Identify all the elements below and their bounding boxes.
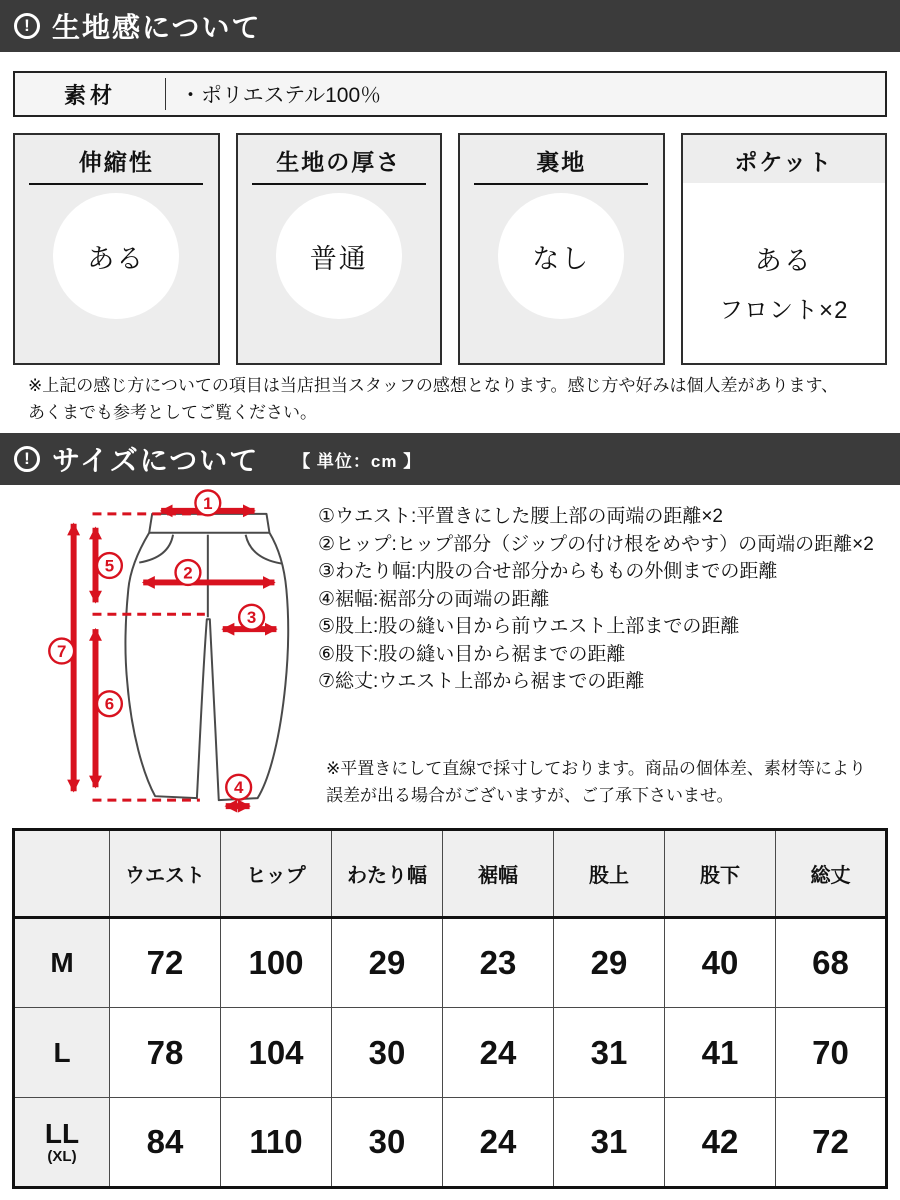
fabric-section-header bbox=[0, 0, 900, 52]
value-cell: 70 bbox=[776, 1008, 887, 1098]
legend-item-inseam: ⑥股下:股の縫い目から裾までの距離 bbox=[318, 643, 626, 665]
value-cell: 29 bbox=[554, 918, 665, 1008]
header-cell-inseam: 股下 bbox=[665, 830, 776, 918]
header-cell-waist: ウエスト bbox=[110, 830, 221, 918]
feature-value: ある bbox=[754, 246, 813, 276]
legend-item-thigh: ③わたり幅:内股の合せ部分からももの外側までの距離 bbox=[318, 561, 778, 582]
size-cell bbox=[14, 918, 110, 1008]
value-cell: 29 bbox=[332, 918, 443, 1008]
material-row bbox=[13, 71, 887, 117]
header-cell-thigh: わたり幅 bbox=[332, 830, 443, 918]
value-cell: 84 bbox=[110, 1098, 221, 1188]
value-cell: 110 bbox=[221, 1098, 332, 1188]
value-cell: 24 bbox=[443, 1008, 554, 1098]
num-7: 7 bbox=[56, 642, 67, 662]
feature-value: ある bbox=[87, 243, 146, 274]
alert-icon: ! bbox=[14, 13, 40, 39]
header-cell-empty bbox=[14, 830, 110, 918]
value-cell: 31 bbox=[554, 1098, 665, 1188]
size-sub-label: (XL) bbox=[47, 1147, 77, 1165]
size-section-header bbox=[0, 433, 900, 485]
value-cell: 40 bbox=[665, 918, 776, 1008]
size-cell bbox=[14, 1098, 110, 1188]
fabric-feature-boxes bbox=[13, 133, 887, 365]
measuring-note-line2: 誤差が出る場合がございますが、ご了承下さいませ。 bbox=[326, 786, 734, 805]
size-label: LL bbox=[44, 1118, 80, 1150]
measurement-legend bbox=[318, 503, 874, 696]
num-1: 1 bbox=[203, 493, 213, 513]
feature-value-circle bbox=[276, 193, 402, 319]
legend-item-hem: ④裾幅:裾部分の両端の距離 bbox=[318, 588, 550, 610]
table-row-l bbox=[14, 1008, 887, 1098]
material-value: ・ポリエステル100％ bbox=[180, 84, 382, 107]
feature-label: 裏地 bbox=[536, 149, 587, 175]
size-table bbox=[12, 828, 888, 1189]
legend-item-hip: ②ヒップ:ヒップ部分（ジップの付け根をめやす）の両端の距離×2 bbox=[318, 533, 874, 555]
feature-value-panel bbox=[683, 183, 886, 363]
legend-item-total-length: ⑦総丈:ウエスト上部から裾までの距離 bbox=[318, 671, 645, 692]
header-cell-total-length: 総丈 bbox=[776, 830, 887, 918]
num-3: 3 bbox=[246, 608, 257, 628]
value-cell: 30 bbox=[332, 1008, 443, 1098]
fabric-note-line1: ※上記の感じ方についての項目は当店担当スタッフの感想となります。感じ方や好みは個人差があります、 bbox=[28, 376, 839, 395]
header-cell-hem: 裾幅 bbox=[443, 830, 554, 918]
num-2: 2 bbox=[183, 563, 193, 583]
feature-label: ポケット bbox=[734, 149, 834, 175]
divider bbox=[29, 183, 203, 185]
header-cell-rise: 股上 bbox=[554, 830, 665, 918]
feature-box-stretch bbox=[13, 133, 220, 365]
feature-label: 生地の厚さ bbox=[276, 149, 402, 175]
value-cell: 68 bbox=[776, 918, 887, 1008]
value-cell: 31 bbox=[554, 1008, 665, 1098]
pants-measurement-diagram bbox=[40, 488, 320, 828]
measuring-note-line1: ※平置きにして直線で採寸しております。商品の個体差、素材等により bbox=[326, 759, 866, 778]
feature-box-thickness bbox=[236, 133, 443, 365]
divider bbox=[252, 183, 426, 185]
value-cell: 72 bbox=[110, 918, 221, 1008]
num-6: 6 bbox=[104, 694, 115, 714]
alert-icon: ! bbox=[14, 446, 40, 472]
size-label: M bbox=[50, 947, 74, 979]
value-cell: 41 bbox=[665, 1008, 776, 1098]
feature-label: 伸縮性 bbox=[78, 149, 154, 175]
feature-box-pocket bbox=[681, 133, 888, 365]
feature-box-lining bbox=[458, 133, 665, 365]
value-cell: 24 bbox=[443, 1098, 554, 1188]
num-4: 4 bbox=[233, 778, 244, 798]
value-cell: 104 bbox=[221, 1008, 332, 1098]
feature-value: 普通 bbox=[309, 243, 368, 274]
material-label: 素材 bbox=[63, 82, 116, 108]
value-cell: 78 bbox=[110, 1008, 221, 1098]
value-cell: 72 bbox=[776, 1098, 887, 1188]
value-cell: 42 bbox=[665, 1098, 776, 1188]
value-cell: 23 bbox=[443, 918, 554, 1008]
table-row-m bbox=[14, 918, 887, 1008]
fabric-note bbox=[28, 372, 838, 426]
table-row-ll bbox=[14, 1098, 887, 1188]
size-table-header-row bbox=[14, 830, 887, 918]
feature-value-circle bbox=[53, 193, 179, 319]
num-5: 5 bbox=[104, 556, 115, 576]
legend-item-rise: ⑤股上:股の縫い目から前ウエスト上部までの距離 bbox=[318, 616, 740, 637]
header-cell-hip: ヒップ bbox=[221, 830, 332, 918]
feature-value: なし bbox=[532, 243, 591, 274]
legend-item-waist: ①ウエスト:平置きにした腰上部の両端の距離×2 bbox=[318, 506, 723, 527]
value-cell: 30 bbox=[332, 1098, 443, 1188]
size-unit-label: 【 単位：cm 】 bbox=[293, 451, 422, 471]
measuring-note bbox=[326, 755, 866, 809]
fabric-note-line2: あくまでも参考としてご覧ください。 bbox=[28, 403, 317, 422]
divider bbox=[474, 183, 648, 185]
size-section-title: サイズについて bbox=[52, 445, 260, 476]
fabric-section-title: 生地感について bbox=[52, 12, 262, 43]
feature-sub-value: フロント×2 bbox=[719, 297, 849, 324]
feature-value-circle bbox=[498, 193, 624, 319]
value-cell: 100 bbox=[221, 918, 332, 1008]
size-label: L bbox=[53, 1036, 71, 1068]
size-cell bbox=[14, 1008, 110, 1098]
